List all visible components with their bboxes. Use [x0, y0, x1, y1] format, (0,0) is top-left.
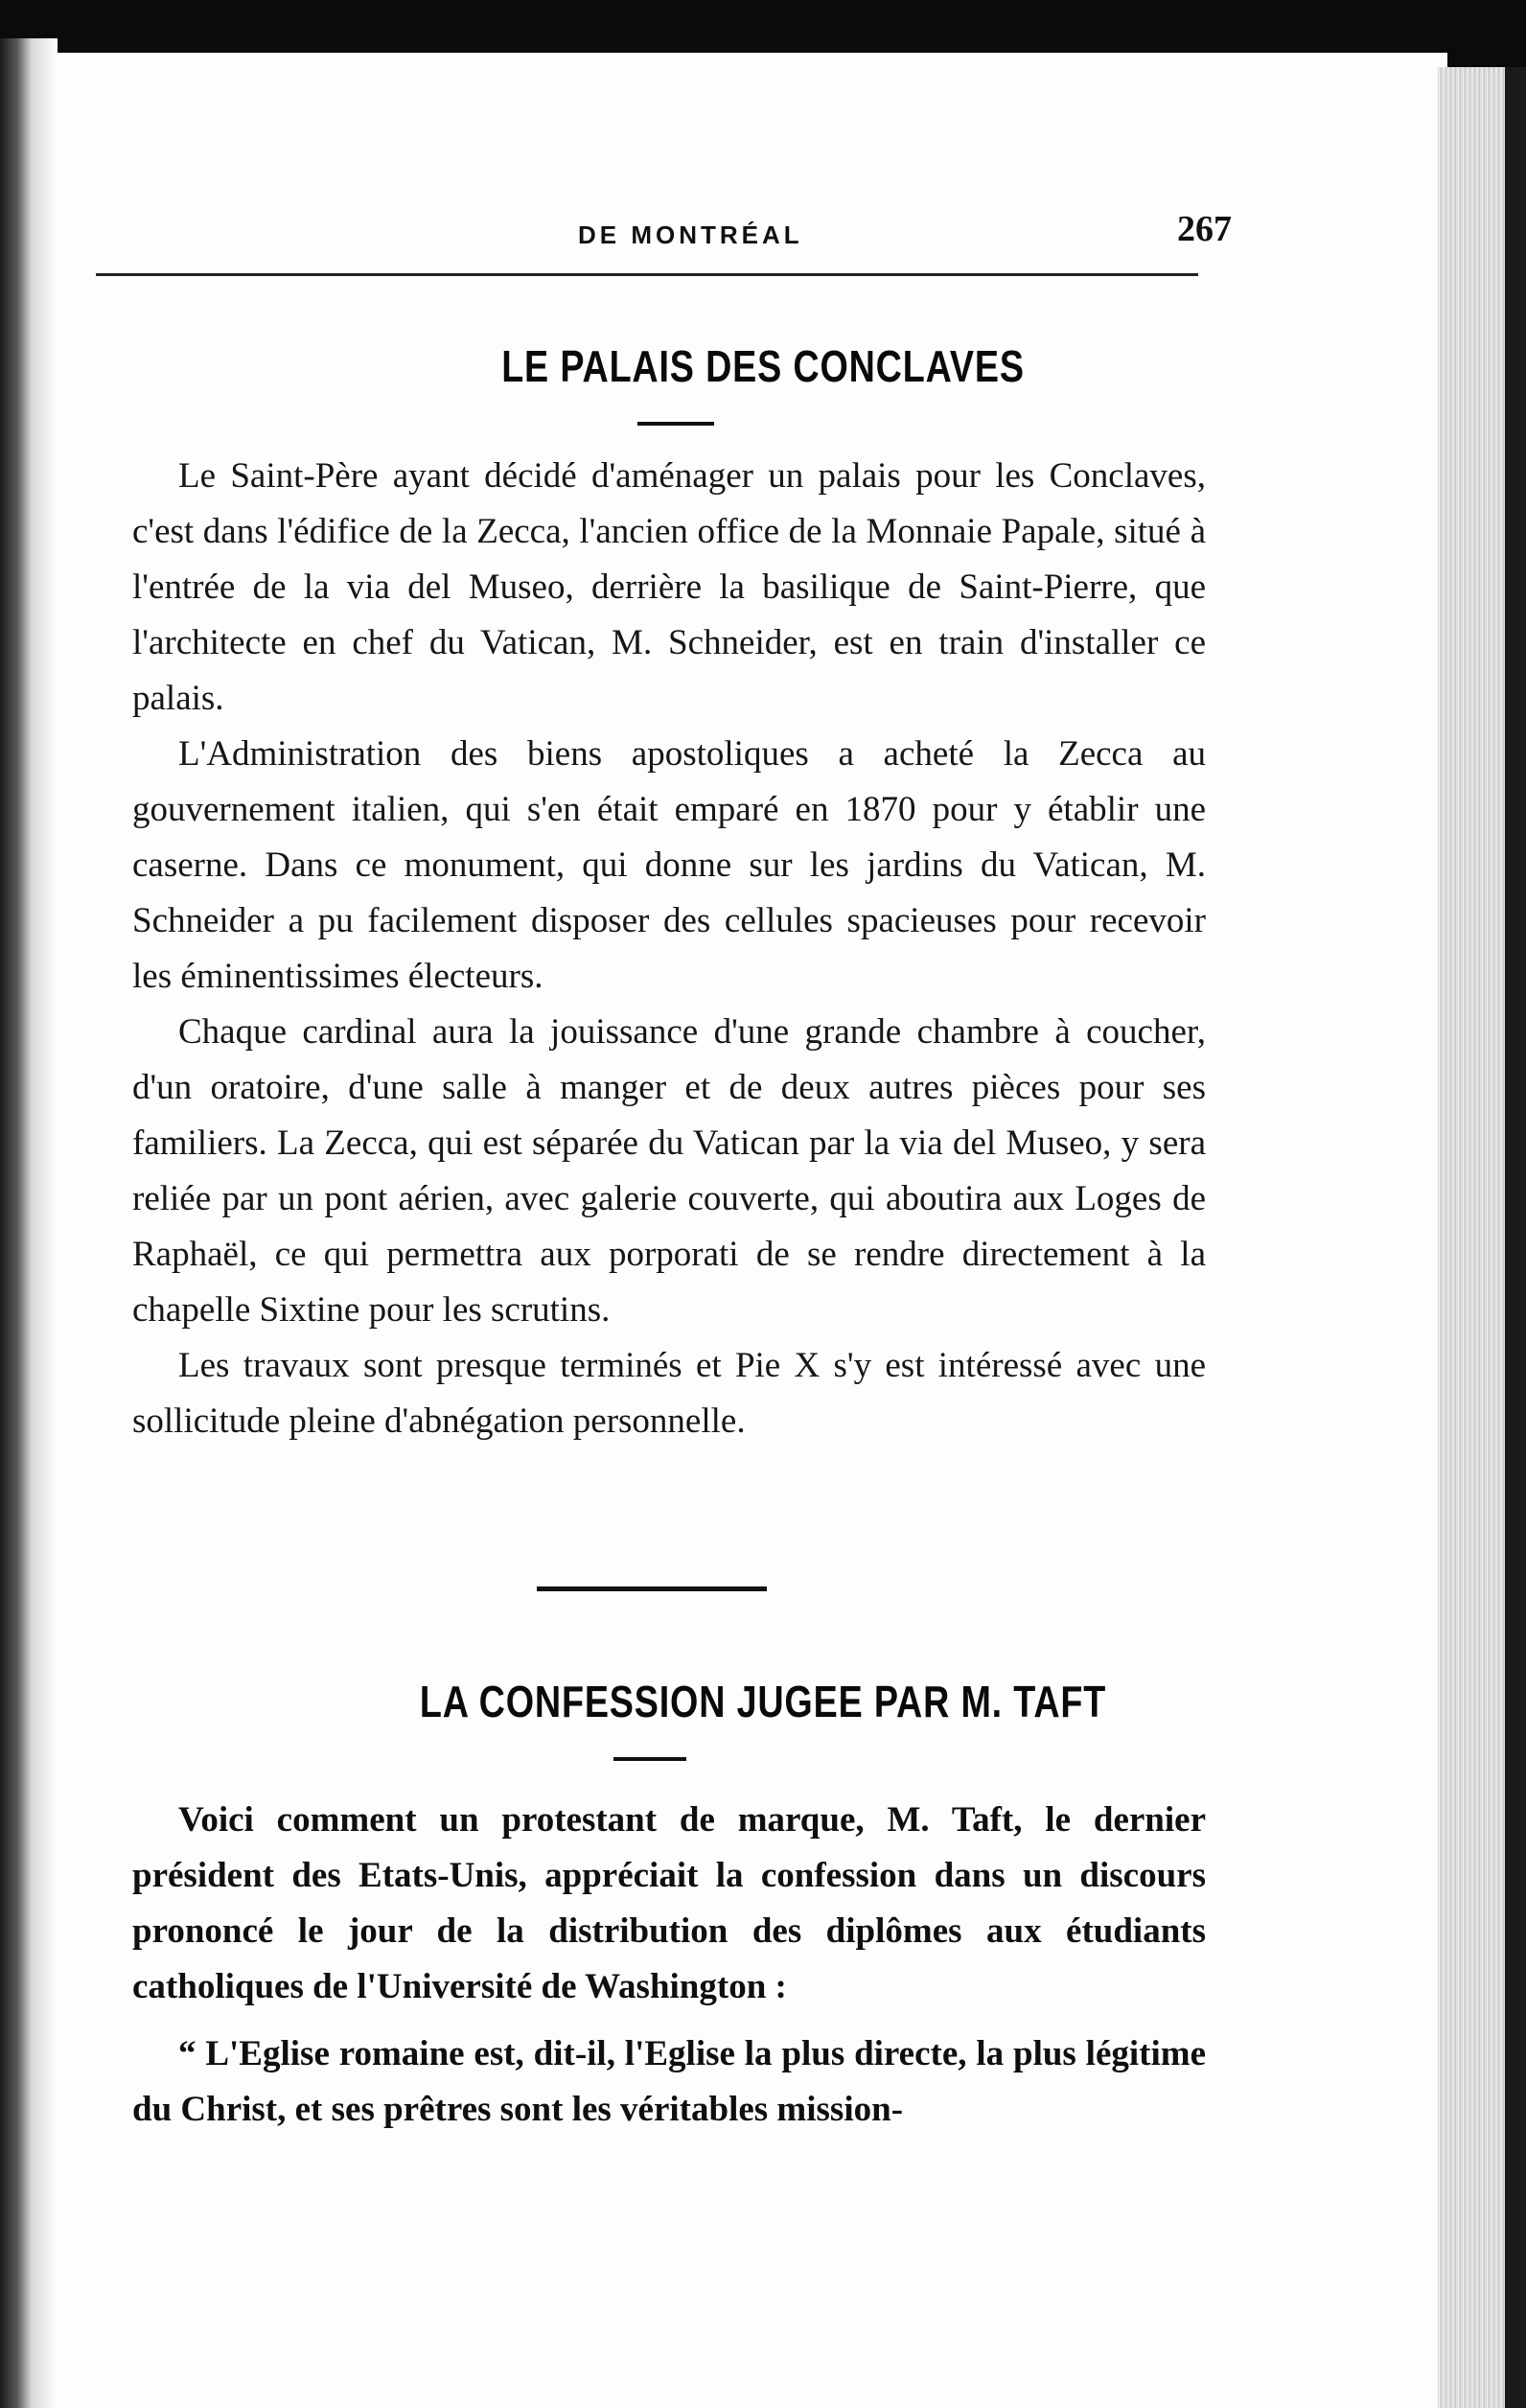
- title-rule: [637, 422, 714, 426]
- paragraph: Chaque cardinal aura la jouissance d'une grande chambre à coucher, d'un oratoire, d'une salle à manger et de deux autres pièces pour ses familiers. La Zecca, qui est séparée du Vatican par la via del Museo, y sera reliée par un pont aérien, avec galerie couverte, qui aboutira aux Loges de Raphaël, ce qui permettra aux porporati de se rendre directement à la chapelle Sixtine pour les scrutins.: [132, 1012, 1206, 1330]
- running-head: [94, 168, 1232, 249]
- page-number: 267: [1177, 209, 1232, 249]
- section-body: [132, 1793, 1206, 2138]
- header-rule: [96, 273, 1198, 276]
- paragraph: “ L'Eglise romaine est, dit-il, l'Eglise la plus directe, la plus légitime du Christ, et ses prêtres sont les véritables mission-: [132, 2034, 1206, 2129]
- paragraph: Le Saint-Père ayant décidé d'aménager un palais pour les Conclaves, c'est dans l'édifice de la Zecca, l'ancien office de la Monnaie Papale, situé à l'entrée de la via del Museo, derrière la basilique de Saint-Pierre, que l'architecte en chef du Vatican, M. Schneider, est en train d'installer ce palais.: [132, 456, 1206, 718]
- page-stack-edge: [1438, 67, 1526, 2408]
- running-title: DE MONTRÉAL: [578, 220, 803, 249]
- paragraph: L'Administration des biens apostoliques a acheté la Zecca au gouvernement italien, qui s'en était emparé en 1870 pour y établir une caserne. Dans ce monument, qui donne sur les jardins du Vatican, M. Schneider a pu facilement disposer des cellules spacieuses pour recevoir les éminentissimes électeurs.: [132, 734, 1206, 996]
- paragraph: Voici comment un protestant de marque, M. Taft, le dernier président des Etats-Unis, appréciait la confession dans un discours prononcé le jour de la distribution des diplômes aux étudiants catholiques de l'Université de Washington :: [132, 1800, 1206, 2006]
- section-body: [132, 449, 1206, 1449]
- section-title: LE PALAIS DES CONCLAVES: [501, 341, 1025, 391]
- section-separator: [537, 1586, 767, 1591]
- section-title: LA CONFESSION JUGEE PAR M. TAFT: [419, 1677, 1107, 1726]
- paragraph: Les travaux sont presque terminés et Pie X s'y est intéressé avec une sollicitude pleine d'abnégation personnelle.: [132, 1346, 1206, 1441]
- binding-edge: [0, 38, 58, 2408]
- title-rule: [613, 1757, 686, 1761]
